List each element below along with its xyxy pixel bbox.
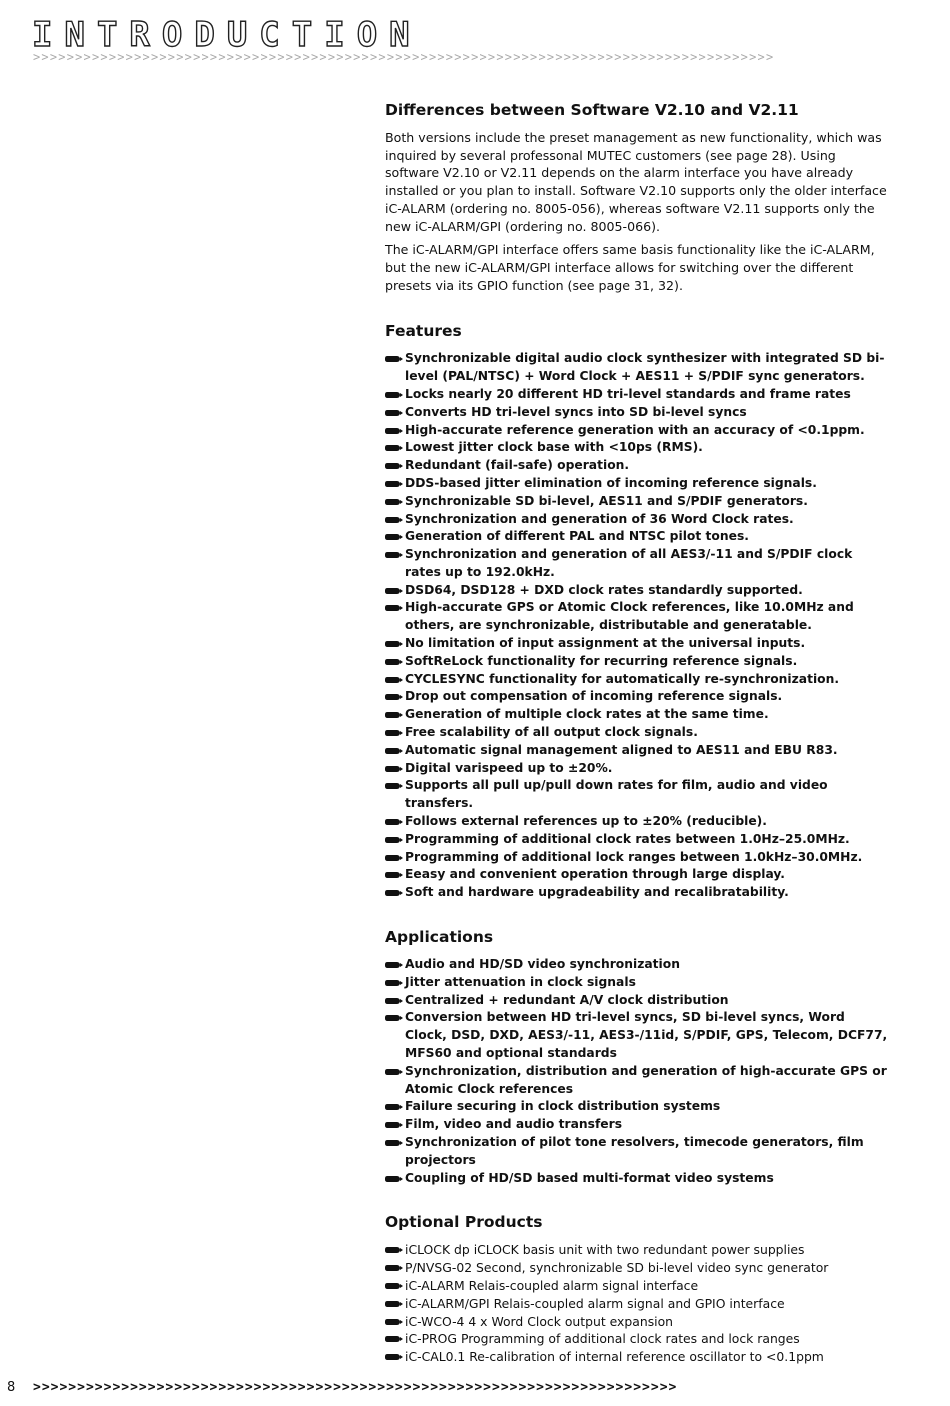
feature-item [385,849,890,867]
feature-item-text: DDS-based jitter elimination of incoming reference signals. [405,475,817,490]
features-section [385,321,890,902]
differences-paragraph-2: The iC-ALARM/GPI interface offers same basis functionality like the iC-ALARM, but the new iC-ALARM/GPI interface allows for switching over the different presets via its GPIO function (see page 31, 32). [385,242,875,293]
bullet-pen-icon [385,605,400,611]
bullet-pen-icon [385,1319,400,1325]
bullet-pen-icon [385,641,400,647]
feature-item [385,724,890,742]
feature-item [385,635,890,653]
bullet-pen-icon [385,1336,400,1342]
bullet-pen-icon [385,1104,400,1110]
bullet-pen-icon [385,1283,400,1289]
main-content [385,100,890,1366]
footer-arrow-rule: >>>>>>>>>>>>>>>>>>>>>>>>>>>>>>>>>>>>>>>>>>>>>>>>>>>>>>>>>>>>>>>>>>>>>>>>> [33,1380,678,1395]
bullet-pen-icon [385,410,400,416]
feature-item-text: Automatic signal management aligned to AES11 and EBU R83. [405,742,838,757]
feature-item-text: Synchronization and generation of 36 Word Clock rates. [405,511,794,526]
bullet-pen-icon [385,980,400,986]
bullet-pen-icon [385,463,400,469]
bullet-pen-icon [385,694,400,700]
applications-heading: Applications [385,928,494,947]
feature-item-text: Lowest jitter clock base with <10ps (RMS). [405,440,703,455]
application-item [385,1116,890,1134]
feature-item-text: No limitation of input assignment at the universal inputs. [405,636,806,651]
feature-item-text: Redundant (fail-safe) operation. [405,458,630,473]
bullet-pen-icon [385,730,400,736]
feature-item [385,866,890,884]
bullet-pen-icon [385,1265,400,1271]
bullet-pen-icon [385,428,400,434]
bullet-pen-icon [385,783,400,789]
optional-product-item [385,1330,890,1348]
bullet-pen-icon [385,481,400,487]
feature-item [385,599,890,635]
application-item-text: Jitter attenuation in clock signals [405,974,636,989]
feature-item [385,439,890,457]
application-item-text: Synchronization, distribution and generation of high-accurate GPS or Atomic Clock references [405,1063,887,1096]
bullet-pen-icon [385,517,400,523]
bullet-pen-icon [385,1176,400,1182]
bullet-pen-icon [385,1140,400,1146]
feature-item [385,777,890,813]
feature-item [385,493,890,511]
optional-product-item-text: iC-CAL0.1 Re-calibration of internal reference oscillator to <0.1ppm [405,1349,824,1365]
feature-item [385,511,890,529]
feature-item-text: DSD64, DSD128 + DXD clock rates standardly supported. [405,582,803,597]
page-number: 8 [7,1380,16,1395]
feature-item [385,546,890,582]
application-item-text: Film, video and audio transfers [405,1117,623,1132]
application-item [385,1009,890,1062]
bullet-pen-icon [385,588,400,594]
application-item [385,992,890,1010]
optional-product-item [385,1259,890,1277]
bullet-pen-icon [385,766,400,772]
feature-item [385,404,890,422]
application-item [385,1134,890,1170]
optional-product-item-text: iC-ALARM Relais-coupled alarm signal interface [405,1277,699,1293]
bullet-pen-icon [385,855,400,861]
feature-item [385,653,890,671]
feature-item [385,742,890,760]
bullet-pen-icon [385,499,400,505]
feature-item-text: High-accurate reference generation with an accuracy of <0.1ppm. [405,422,865,437]
bullet-pen-icon [385,819,400,825]
bullet-pen-icon [385,1247,400,1253]
application-item [385,1063,890,1099]
optional-product-item-text: iC-PROG Programming of additional clock rates and lock ranges [405,1331,800,1347]
feature-item [385,457,890,475]
optional-product-item [385,1295,890,1313]
optional-product-item [385,1241,890,1259]
feature-item [385,831,890,849]
feature-item-text: Generation of multiple clock rates at the same time. [405,707,769,722]
feature-item [385,475,890,493]
bullet-pen-icon [385,962,400,968]
feature-item-text: Programming of additional lock ranges between 1.0kHz–30.0MHz. [405,849,863,864]
feature-item-text: Digital varispeed up to ±20%. [405,760,613,775]
feature-item-text: Generation of different PAL and NTSC pilot tones. [405,529,749,544]
bullet-pen-icon [385,534,400,540]
optional-product-item [385,1277,890,1295]
bullet-pen-icon [385,659,400,665]
feature-item [385,386,890,404]
feature-item [385,760,890,778]
application-item [385,974,890,992]
optional-product-item-text: iCLOCK dp iCLOCK basis unit with two redundant power supplies [405,1242,805,1258]
feature-item-text: CYCLESYNC functionality for automatically re-synchronization. [405,671,840,686]
bullet-pen-icon [385,445,400,451]
feature-item [385,528,890,546]
bullet-pen-icon [385,677,400,683]
bullet-pen-icon [385,552,400,558]
feature-item [385,350,890,386]
application-item-text: Audio and HD/SD video synchronization [405,957,680,972]
feature-item-text: Locks nearly 20 different HD tri-level standards and frame rates [405,386,851,401]
bullet-pen-icon [385,392,400,398]
feature-item-text: Drop out compensation of incoming reference signals. [405,689,783,704]
application-item-text: Conversion between HD tri-level syncs, SD bi-level syncs, Word Clock, DSD, DXD, AES3/-11, AES3-/11id, S/PDIF, GPS, Telecom, DCF77, MFS60 and optional standards [405,1010,888,1061]
feature-item-text: Eeasy and convenient operation through large display. [405,867,785,882]
features-heading: Features [385,322,462,341]
bullet-pen-icon [385,1015,400,1021]
feature-item [385,671,890,689]
feature-item [385,582,890,600]
application-item [385,1170,890,1188]
optional-product-item-text: P/NVSG-02 Second, synchronizable SD bi-level video sync generator [405,1260,829,1276]
feature-item [385,422,890,440]
application-item-text: Coupling of HD/SD based multi-format video systems [405,1170,774,1185]
feature-item-text: Synchronizable digital audio clock synthesizer with integrated SD bi-level (PAL/NTSC) + Word Clock + AES11 + S/PDIF sync generators. [405,351,885,384]
application-item [385,1098,890,1116]
feature-item-text: Supports all pull up/pull down rates for film, audio and video transfers. [405,778,828,811]
application-item-text: Synchronization of pilot tone resolvers, timecode generators, film projectors [405,1135,864,1167]
feature-item-text: Free scalability of all output clock signals. [405,725,698,740]
application-item-text: Failure securing in clock distribution systems [405,1099,721,1114]
bullet-pen-icon [385,872,400,878]
feature-item-text: Converts HD tri-level syncs into SD bi-level syncs [405,404,747,419]
bullet-pen-icon [385,837,400,843]
optional-products-heading: Optional Products [385,1213,543,1232]
applications-section [385,927,890,1187]
optional-products-section [385,1212,890,1366]
optional-product-item [385,1313,890,1331]
features-list [385,350,890,902]
bullet-pen-icon [385,1122,400,1128]
feature-item [385,706,890,724]
feature-item [385,884,890,902]
optional-products-list [385,1241,890,1366]
optional-product-item-text: iC-ALARM/GPI Relais-coupled alarm signal and GPIO interface [405,1295,785,1311]
feature-item-text: Soft and hardware upgradeability and recalibratability. [405,885,789,900]
application-item-text: Centralized + redundant A/V clock distribution [405,992,729,1007]
chapter-title: INTRODUCTION [32,15,422,55]
feature-item-text: High-accurate GPS or Atomic Clock references, like 10.0MHz and others, are synchronizable, distributable and generatable. [405,600,854,633]
feature-item-text: Synchronizable SD bi-level, AES11 and S/PDIF generators. [405,493,808,508]
bullet-pen-icon [385,1354,400,1360]
differences-heading: Differences between Software V2.10 and V2.11 [385,101,799,119]
optional-product-item-text: iC-WCO-4 4 x Word Clock output expansion [405,1313,674,1329]
optional-product-item [385,1348,890,1366]
differences-section [385,100,890,294]
bullet-pen-icon [385,356,400,362]
feature-item-text: Synchronization and generation of all AES3/-11 and S/PDIF clock rates up to 192.0kHz. [405,547,853,579]
bullet-pen-icon [385,712,400,718]
feature-item-text: SoftReLock functionality for recurring reference signals. [405,653,798,668]
applications-list [385,956,890,1187]
feature-item [385,688,890,706]
bullet-pen-icon [385,1069,400,1075]
feature-item-text: Programming of additional clock rates between 1.0Hz–25.0MHz. [405,831,850,846]
feature-item-text: Follows external references up to ±20% (reducible). [405,814,767,829]
bullet-pen-icon [385,1301,400,1307]
bullet-pen-icon [385,748,400,754]
feature-item [385,813,890,831]
differences-paragraph-1: Both versions include the preset management as new functionality, which was inquired by several professonal MUTEC customers (see page 28). Using software V2.10 or V2.11 depends on the alarm interface you have already installed or you plan to install. Software V2.10 supports only the older interface iC-ALARM (ordering no. 8005-056), whereas software V2.11 supports only the new iC-ALARM/GPI (ordering no. 8005-066). [385,130,887,234]
application-item [385,956,890,974]
header-arrow-rule: >>>>>>>>>>>>>>>>>>>>>>>>>>>>>>>>>>>>>>>>>>>>>>>>>>>>>>>>>>>>>>>>>>>>>>>>>>>>>>>>>>>>>>>> [33,50,775,64]
bullet-pen-icon [385,890,400,896]
bullet-pen-icon [385,998,400,1004]
